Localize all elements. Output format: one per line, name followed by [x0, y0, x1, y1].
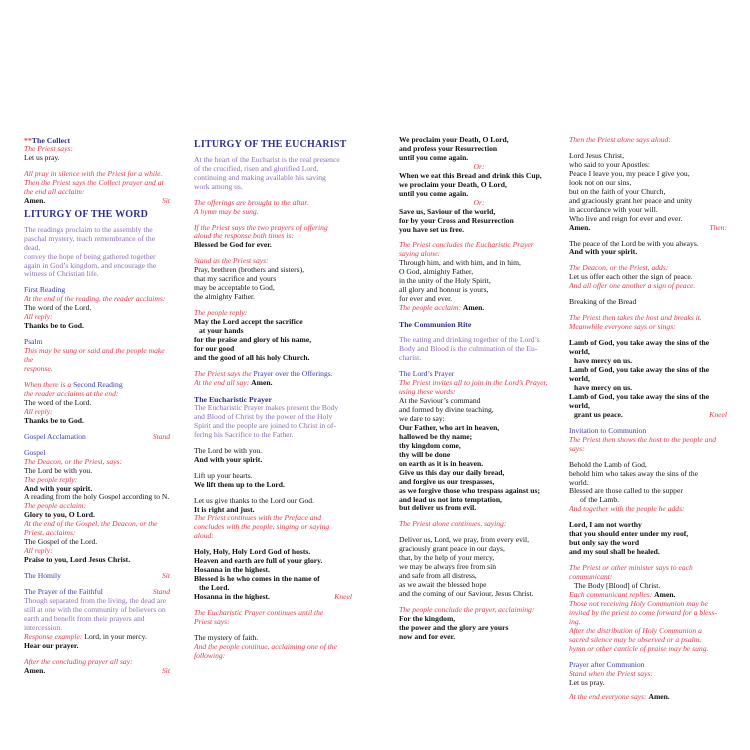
rubric: communicant:	[569, 572, 613, 582]
prayer-of-faithful-intro: Though separated from the living, the dead are still at one with the community of believers on earth and benefit from their prayers and intercession.	[24, 596, 167, 632]
rubric: Priest says:	[194, 617, 230, 627]
people-response: It is right and just.	[194, 504, 255, 514]
rubric: And all offer one another a sign of peace.	[569, 281, 696, 291]
liturgy-of-word-intro: The readings proclaim to the assembly the paschal mystery, teach remembrance of the dead, convey the hope of being gathered together again in God’s kingdom, and encourage the witness of Christian life.	[24, 224, 157, 279]
rubric: All reply:	[24, 546, 53, 556]
rubric: Then the Priest alone says aloud:	[569, 135, 671, 144]
rubric: When there is a Second Reading	[24, 380, 123, 389]
people-response: Hear our prayer.	[24, 640, 79, 650]
priest-text: Let us give thanks to the Lord our God.	[194, 495, 315, 505]
posture-label: Sit	[161, 195, 170, 205]
homily-heading: The Homily	[24, 571, 61, 581]
posture-label: Kneel	[709, 409, 727, 419]
priest-text: The Gospel of the Lord.	[24, 537, 98, 547]
prayer-of-faithful-heading: The Prayer of the Faithful	[24, 587, 103, 597]
rubric: And together with the people he adds:	[569, 504, 685, 514]
priest-text: Through him, and with him, and in him,	[399, 258, 521, 268]
rubric: aloud:	[194, 531, 214, 541]
rubric: aloud the response both times is:	[194, 231, 294, 241]
posture-label: Stand	[152, 431, 170, 441]
rubric: A hymn may be sung.	[194, 206, 259, 216]
peace-prayer: Lord Jesus Christ, who said to your Apostles: Peace I leave you, my peace I give you, look not on our sins, but on the faith of your Church, and graciously grant her peace and unity in accordance with your will. Who live and reign for ever and ever. Amen. Then:	[569, 150, 727, 232]
priest-text: The mystery of faith.	[194, 632, 259, 642]
people-response: Thanks be to God.	[24, 321, 84, 331]
memorial-acclamation-3: Save us, Saviour of the world, for by your Cross and Resurrection you have set us free.	[399, 206, 514, 234]
reader-text: The word of the Lord.	[24, 397, 92, 407]
people-response: Amen.	[654, 589, 676, 599]
people-response: May the Lord accept the sacrifice at your hands for the praise and glory of his name, for our good and the good of all his holy Church.	[194, 317, 312, 362]
rubric: concludes with the people, singing or saying	[194, 522, 330, 532]
column-3	[399, 136, 559, 649]
rubric: The Priest invites all to join in the Lord’s Prayer,	[399, 378, 548, 388]
embolism: Deliver us, Lord, we pray, from every evil, graciously grant peace in our days, that, by the help of your mercy, we may be always free from sin and safe from all distress, as we await the blessed hope and the coming of our Saviour, Jesus Christ.	[399, 535, 534, 599]
rubric: At the end all say: Amen.	[194, 377, 273, 387]
rubric: the reader acclaims at the end:	[24, 388, 119, 398]
rubric: Or:	[473, 161, 485, 171]
posture-label: Stand	[152, 587, 170, 597]
psalm-heading: Psalm	[24, 337, 43, 347]
rubric: The Priest alone continues, saying:	[399, 519, 507, 529]
people-response: Amen.	[648, 691, 670, 701]
memorial-acclamation-1: We proclaim your Death, O Lord, and profess your Resurrection until you come again.	[399, 135, 509, 162]
posture-label: Sit	[161, 665, 170, 675]
rubric: Then:	[709, 222, 727, 232]
priest-text: that my sacrifice and yours	[194, 274, 277, 284]
rubric: The people reply:	[194, 308, 248, 318]
people-response: Amen.	[462, 303, 485, 313]
rubric: The Priest then takes the host and breaks it.	[569, 313, 702, 323]
people-response: Blessed be God for ever.	[194, 240, 272, 250]
rubric: Stand as the Priest says:	[194, 256, 269, 266]
rubric: After the distribution of Holy Communion a	[569, 625, 702, 635]
people-response: Amen.	[24, 195, 46, 205]
second-reading-heading: Second Reading	[73, 380, 123, 389]
gospel-acclamation-heading: Gospel Acclamation	[24, 431, 86, 441]
column-1	[24, 136, 170, 683]
priest-text: all glory and honour is yours,	[399, 285, 489, 295]
gospel-heading: Gospel	[24, 447, 46, 457]
agnus-dei: Lamb of God, you take away the sins of the world, have mercy on us. Lamb of God, you take away the sins of the world, have mercy on us. Lamb of God, you take away the sins of the world, grant us peace. Kneel	[569, 338, 727, 419]
rubric: All reply:	[24, 406, 53, 416]
people-response: For the kingdom, the power and the glory are yours now and for ever.	[399, 613, 509, 641]
people-response: And with your spirit.	[194, 454, 263, 464]
rubric: sacred silence may be observed or a psalm,	[569, 634, 702, 644]
rubric: After the concluding prayer all say:	[24, 656, 133, 666]
memorial-acclamation-2: When we eat this Bread and drink this Cup, we proclaim your Death, O Lord, until you come again.	[399, 170, 542, 198]
people-response: And with your spirit.	[24, 483, 93, 493]
lords-prayer-heading: The Lord’s Prayer	[399, 369, 455, 379]
rubric: saying alone:	[399, 249, 441, 259]
priest-text: The peace of the Lord be with you always.	[569, 238, 699, 248]
rubric: Meanwhile everyone says or sings:	[569, 322, 676, 332]
eucharistic-prayer-intro: The Eucharistic Prayer makes present the Body and Blood of Christ by the power of the Holy Spirit and the people are joined to Christ in of- fering his Sacrifice to the Father.	[194, 402, 339, 439]
rubric: The Eucharistic Prayer continues until the	[194, 608, 324, 618]
posture-label: Kneel	[334, 592, 352, 602]
rubric: Or:	[473, 197, 485, 207]
breaking-of-bread-heading: Breaking of the Bread	[569, 297, 637, 307]
behold-lamb: Behold the Lamb of God, behold him who takes away the sins of the world. Blessed are those called to the supper of the Lamb. And together with the people he adds:	[569, 461, 727, 515]
rubric: The Deacon, or the Priest, says:	[24, 456, 123, 466]
rubric: And the people continue, acclaiming one of the	[194, 641, 337, 651]
rubric: using these words:	[399, 387, 456, 397]
rubric: ing.	[569, 616, 581, 626]
priest-text: we dare to say:	[399, 413, 445, 423]
rubric: The Priest continues with the Preface and	[194, 513, 322, 523]
priest-text: Pray, brethren (brothers and sisters),	[194, 265, 305, 275]
rubric: invited by the priest to come forward for a bless-	[569, 607, 717, 617]
people-response: We lift them up to the Lord.	[194, 479, 285, 489]
rubric: the end all acclaim:	[24, 187, 85, 196]
column-2	[194, 136, 352, 668]
liturgy-of-eucharist-heading: LITURGY OF THE EUCHARIST	[194, 139, 347, 150]
people-response: Amen.	[251, 377, 273, 387]
prayer-over-offerings-heading: Prayer over the Offerings.	[253, 368, 333, 378]
rubric: The Priest then shows the host to the people and says:	[569, 434, 717, 453]
lords-prayer-text: Our Father, who art in heaven, hallowed be thy name; thy kingdom come, thy will be done on earth as it is in heaven. Give us this day our daily bread, and forgive us our trespasses, as we forgive those who trespass against us; and lead us not into temptation, but deliver us from evil.	[399, 422, 540, 513]
rubric: following:	[194, 650, 226, 660]
rubric: If the Priest says the two prayers of offering	[194, 222, 328, 232]
priest-text: for ever and ever.	[399, 294, 453, 304]
collect-heading: **The Collect	[24, 136, 71, 145]
eucharistic-prayer-heading: The Eucharistic Prayer	[194, 394, 272, 404]
column-4	[569, 136, 727, 708]
priest-text: At the Saviour’s command	[399, 396, 481, 406]
prayer-after-communion-heading: Prayer after Communion	[569, 659, 645, 669]
people-response: Praise to you, Lord Jesus Christ.	[24, 555, 131, 565]
people-response: Glory to you, O Lord.	[24, 510, 95, 520]
rubric: Stand when the Priest says:	[569, 668, 653, 678]
rubric: The people acclaim:	[24, 501, 86, 511]
priest-text: in the unity of the Holy Spirit,	[399, 276, 491, 286]
rubric: At the end of the reading, the reader acclaims:	[24, 294, 166, 304]
rubric: The people acclaim: Amen.	[399, 303, 485, 313]
sanctus: Holy, Holy, Holy Lord God of hosts. Heaven and earth are full of your glory. Hosanna in the highest. Blessed is he who comes in the name of the Lord. Hosanna in the highest. Kneel	[194, 547, 352, 602]
priest-text: A reading from the holy Gospel according to N.	[24, 492, 170, 502]
invitation-to-communion-heading: Invitation to Communion	[569, 425, 647, 435]
rubric: response.	[24, 364, 53, 374]
rubric: Those not receiving Holy Communion may be	[569, 598, 708, 608]
priest-text: Lift up your hearts.	[194, 470, 253, 480]
rubric: The Deacon, or the Priest, adds:	[569, 263, 669, 273]
communion-intro: The eating and drinking together of the Lord’s Body and Blood is the culmination of the Eu- charist.	[399, 335, 540, 363]
priest-text: Let us offer each other the sign of peace.	[569, 272, 693, 282]
rubric: The people conclude the prayer, acclaiming:	[399, 605, 535, 615]
priest-text: O God, almighty Father,	[399, 267, 474, 277]
rubric: The Priest or other minister says to each	[569, 563, 693, 573]
rubric: All pray in silence with the Priest for a while.	[24, 169, 163, 179]
priest-text: and formed by divine teaching,	[399, 404, 494, 414]
communion-rite-heading: The Communion Rite	[399, 320, 472, 330]
priest-text: The Body [Blood] of Christ.	[574, 581, 661, 591]
first-reading-heading: First Reading	[24, 285, 66, 295]
people-response: Amen.	[24, 665, 46, 675]
rubric: The people reply:	[24, 474, 78, 484]
people-response: Amen.	[569, 222, 591, 232]
priest-text: the almighty Father.	[194, 292, 255, 302]
liturgy-of-word-heading: LITURGY OF THE WORD	[24, 208, 149, 220]
people-response: Lord, I am not worthy that you should enter under my roof, but only say the word and my soul shall be healed.	[569, 520, 689, 557]
posture-label: Sit	[161, 571, 170, 581]
rubric: At the end everyone says: Amen.	[569, 691, 670, 701]
priest-text: Let us pray.	[569, 677, 605, 687]
priest-text: The Lord be with you.	[24, 465, 93, 475]
eucharist-intro: At the heart of the Eucharist is the real presence of the crucified, risen and glorified Lord, continuing and making available his saving work among us.	[194, 154, 340, 191]
rubric: This may be sung or said and the people make the	[24, 346, 165, 365]
rubric: At the end of the Gospel, the Deacon, or the	[24, 519, 158, 529]
rubric: The Priest says:	[24, 144, 73, 154]
priest-text: Let us pray.	[24, 153, 60, 163]
people-response: And with your spirit.	[569, 247, 638, 257]
rubric: The Priest concludes the Eucharistic Prayer	[399, 240, 534, 250]
rubric: All reply:	[24, 312, 53, 322]
priest-text: may be acceptable to God,	[194, 283, 275, 293]
priest-text: The Lord be with you.	[194, 445, 263, 455]
rubric: Each communicant replies: Amen.	[569, 589, 676, 599]
reader-text: The word of the Lord.	[24, 303, 92, 313]
rubric: hymn or other canticle of praise may be sung.	[569, 643, 709, 653]
rubric: Priest, acclaims:	[24, 528, 76, 538]
rubric: The Priest says the Prayer over the Offerings.	[194, 368, 333, 378]
response-example: Response example: Lord, in your mercy.	[24, 631, 147, 641]
rubric: The offerings are brought to the altar.	[194, 197, 309, 207]
rubric: Then the Priest says the Collect prayer and at	[24, 178, 164, 188]
people-response: Thanks be to God.	[24, 415, 84, 425]
